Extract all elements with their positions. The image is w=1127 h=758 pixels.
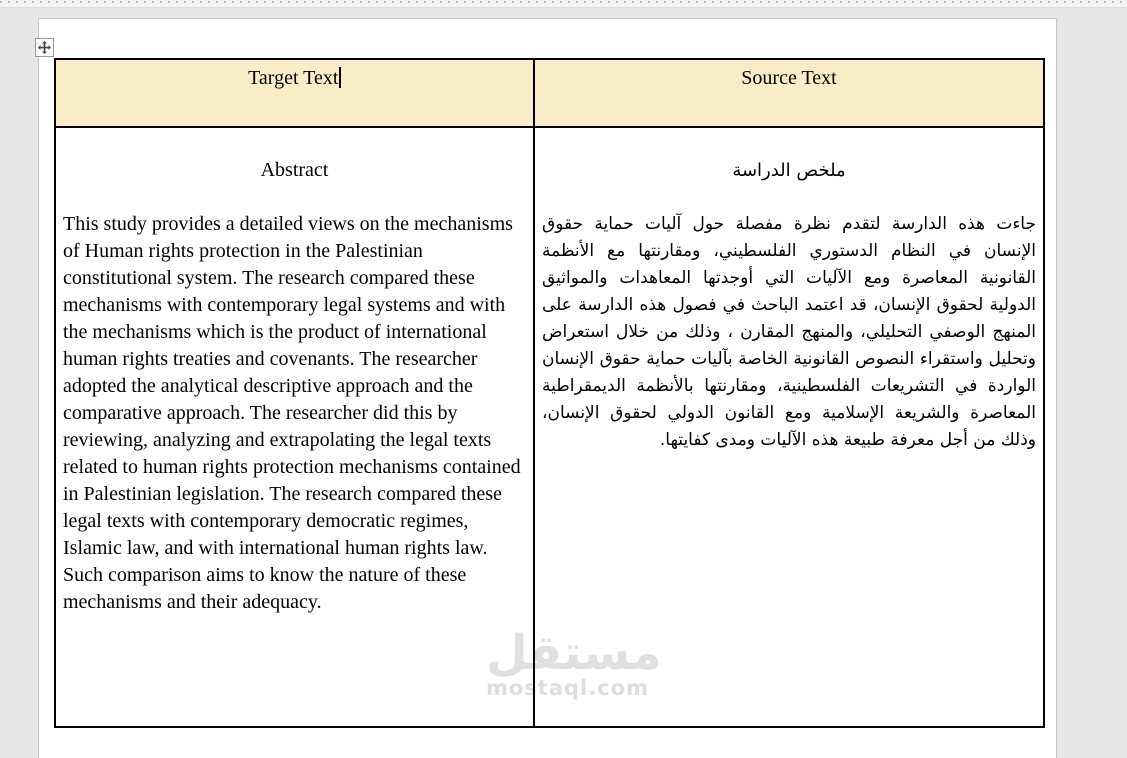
ruler-strip: [0, 0, 1127, 8]
arabic-heading: ملخص الدراسة: [732, 160, 846, 181]
table-move-handle[interactable]: [35, 38, 54, 57]
source-text-header-cell[interactable]: [534, 59, 1044, 127]
arabic-paragraph: جاءت هذه الدارسة لتقدم نظرة مفصلة حول آليات حماية حقوق الإنسان في النظام الدستوري الفلسطيني، ومقارنتها مع الأنظمة القانونية المعاصرة ومع الآليات التي أوجدتها المعاهدات والمواثيق الدولية لحقوق الإنسان، قد اعتمد الباحث في فصول هذه الدارسة على المنهج الوصفي التحليلي، والمنهج المقارن ، وذلك من خلال استعراض وتحليل واستقراء النصوص القانونية الخاصة بآليات حماية حقوق الإنسان الواردة في التشريعات الفلسطينية، ومقارنتها بالأنظمة الديمقراطية المعاصرة والشريعة الإسلامية ومع القانون الدولي لحقوق الإنسان، وذلك من أجل معرفة طبيعة هذه الآليات ومدى كفايتها.: [542, 214, 1036, 450]
document-page: [38, 18, 1057, 758]
source-text-header-label: Source Text: [741, 67, 837, 89]
table-header-row: [55, 59, 1044, 127]
target-text-header-label: Target Text: [248, 67, 339, 89]
mostaql-logo: مستقل: [486, 625, 662, 681]
target-text-cell[interactable]: [55, 127, 534, 727]
table-body-row: [55, 127, 1044, 727]
move-icon: [38, 41, 51, 54]
abstract-paragraph: This study provides a detailed views on the mechanisms of Human rights protection in the Palestinian constitutional system. The research compared these mechanisms with contemporary legal systems and with the mechanisms which is the product of international human rights treaties and covenants. The researcher adopted the analytical descriptive approach and the comparative approach. The researcher did this by reviewing, analyzing and extrapolating the legal texts related to human rights protection mechanisms contained in Palestinian legislation. The research compared these legal texts with contemporary democratic regimes, Islamic law, and with international human rights law. Such comparison aims to know the nature of these mechanisms and their adequacy.: [63, 213, 521, 613]
text-cursor: [339, 67, 341, 88]
target-text-header-cell[interactable]: [55, 59, 534, 127]
source-text-cell[interactable]: [534, 127, 1044, 727]
abstract-heading: Abstract: [260, 159, 329, 181]
watermark-url: mostaql.com: [486, 676, 649, 700]
translation-table: [54, 58, 1045, 728]
